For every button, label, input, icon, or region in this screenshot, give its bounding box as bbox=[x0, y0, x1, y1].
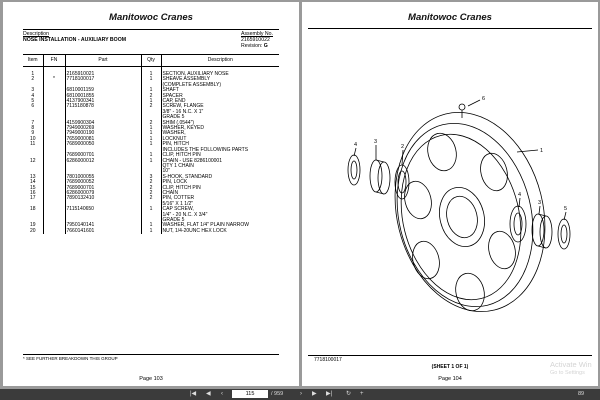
cell-desc: CLIP, HITCH PIN bbox=[162, 184, 201, 191]
revision-label: Revision: bbox=[241, 43, 263, 49]
cell-qty: 1 bbox=[141, 153, 161, 158]
callout-label: 4 bbox=[518, 192, 522, 198]
cell-part: 7689000701 bbox=[65, 186, 141, 191]
bearing-left-back bbox=[378, 162, 390, 194]
prev-page-icon[interactable]: ◀ bbox=[206, 391, 211, 397]
cell-item: 1 bbox=[23, 67, 43, 78]
cell-item: 18 bbox=[23, 207, 43, 223]
cell-desc: SHAFT bbox=[162, 87, 179, 94]
first-page-icon[interactable]: |◀ bbox=[190, 391, 197, 397]
cell-qty: 1 bbox=[141, 137, 161, 142]
sheave-outer-rim bbox=[375, 96, 566, 327]
activation-watermark bbox=[550, 360, 592, 378]
cell-qty: 1 bbox=[141, 223, 161, 228]
cell-item: 13 bbox=[23, 175, 43, 180]
cell-desc: S-HOOK, STANDARD bbox=[162, 173, 213, 180]
cell-item: 17 bbox=[23, 196, 43, 207]
spacer-washer-left bbox=[348, 155, 360, 185]
assembly-header bbox=[23, 29, 279, 55]
callout-label: 5 bbox=[564, 206, 568, 212]
cell-part: 7660141601 bbox=[65, 229, 141, 234]
cell-item: 20 bbox=[23, 229, 43, 234]
brand-title: Manitowoc Cranes bbox=[408, 12, 492, 23]
revision bbox=[241, 43, 268, 49]
cell-part: 6286000012 bbox=[65, 159, 141, 175]
sheave-hub-outer bbox=[433, 183, 490, 252]
page-number-right: Page 104 bbox=[438, 376, 462, 382]
col-item: Item bbox=[23, 54, 43, 67]
bearing-left-edge bbox=[376, 192, 384, 194]
cell-qty: 1 bbox=[141, 77, 161, 88]
sheave-assembly-drawing bbox=[302, 2, 598, 386]
col-description: Description bbox=[161, 54, 279, 67]
cell-part: 6810001159 bbox=[65, 88, 141, 93]
cell-part: 7890132410 bbox=[65, 196, 141, 207]
cell-item: 15 bbox=[23, 186, 43, 191]
cell-desc: SHIM (.0544") bbox=[162, 119, 195, 126]
cell-qty: 2 bbox=[141, 104, 161, 120]
cell-desc: CLIP, HITCH PIN bbox=[162, 152, 201, 159]
cell-desc: CAP, END bbox=[162, 98, 186, 105]
table-frame bbox=[23, 54, 279, 355]
cell-item: 19 bbox=[23, 223, 43, 228]
cell-part: 7689000701 bbox=[65, 153, 141, 158]
cell-desc: CHAIN bbox=[162, 189, 179, 196]
cell-desc: CAP SCREW, 1/4" - 20 N.C. X 3/4" GRADE 5 bbox=[162, 206, 208, 223]
leader-line bbox=[517, 150, 538, 152]
cell-item: 6 bbox=[23, 104, 43, 120]
cell-part: 7115180878 bbox=[65, 104, 141, 120]
spacer-washer-right bbox=[558, 219, 570, 249]
cell-part: 7115140650 bbox=[65, 207, 141, 223]
cell-part: 7949000190 bbox=[65, 131, 141, 136]
watermark-line1: Activate Win bbox=[550, 360, 592, 369]
cell-item: 8 bbox=[23, 126, 43, 131]
cell-qty: 2 bbox=[141, 94, 161, 99]
cell-qty: 1 bbox=[141, 126, 161, 131]
col-part: Part bbox=[65, 54, 141, 67]
cell-part: 7689000050 bbox=[65, 142, 141, 153]
next-page-arrow-icon[interactable]: › bbox=[300, 391, 302, 397]
watermark-line2: Go to Settings bbox=[550, 370, 585, 376]
prev-page-arrow-icon[interactable]: ‹ bbox=[221, 391, 223, 397]
callout-label: 2 bbox=[401, 144, 405, 150]
cell-part: 6286000079 bbox=[65, 191, 141, 196]
cell-item: 5 bbox=[23, 99, 43, 104]
cell-item: 16 bbox=[23, 191, 43, 196]
cell-qty: 3 bbox=[141, 175, 161, 180]
cell-item: 2 bbox=[23, 77, 43, 88]
parts-list-page bbox=[3, 2, 299, 386]
page-total: / 959 bbox=[271, 391, 284, 397]
assembly-label: Assembly No. bbox=[241, 31, 273, 37]
cell-qty: 1 bbox=[141, 207, 161, 223]
revision-value: G bbox=[263, 43, 268, 49]
cell-qty: 1 bbox=[141, 99, 161, 104]
cell-desc: CHAIN - USE 8286100001 QTY 1 CHAIN 10" bbox=[162, 157, 222, 175]
cell-qty: 2 bbox=[141, 196, 161, 207]
cell-item: 11 bbox=[23, 142, 43, 153]
cell-desc: SHEAVE ASSEMBLY (COMPLETE ASSEMBLY) bbox=[162, 76, 222, 88]
cell-qty: 1 bbox=[141, 229, 161, 234]
cell-item: 4 bbox=[23, 94, 43, 99]
cell-part: 2165910021 bbox=[65, 67, 141, 78]
sheave-hole bbox=[452, 270, 488, 314]
cell-part: 7659000081 bbox=[65, 137, 141, 142]
leader-line bbox=[539, 206, 540, 214]
description-value: NOSE INSTALLATION - AUXILIARY BOOM bbox=[23, 37, 127, 43]
cell-part: 7801000055 bbox=[65, 175, 141, 180]
cell-desc: SCREW, FLANGE 3/8" - 16 N.C. X 1" GRADE 5 bbox=[162, 103, 204, 121]
spacer-washer-left-inner bbox=[351, 161, 357, 179]
cell-qty: 2 bbox=[141, 180, 161, 185]
spacer-right bbox=[510, 206, 526, 242]
leader-line bbox=[519, 198, 520, 207]
cell-desc: LOCKNUT bbox=[162, 135, 187, 142]
cell-qty: 1 bbox=[141, 131, 161, 136]
leader-line bbox=[402, 150, 403, 165]
zoom-in-icon[interactable]: + bbox=[360, 391, 364, 397]
sheave-hub-inner bbox=[442, 193, 481, 241]
col-fn: FN bbox=[43, 54, 65, 67]
col-qty: Qty bbox=[141, 54, 161, 67]
grease-fitting bbox=[459, 104, 465, 110]
bearing-right-back bbox=[540, 216, 552, 248]
viewer-toolbar bbox=[0, 389, 600, 400]
zoom-level: 89 bbox=[578, 391, 585, 397]
cell-part: 4159900304 bbox=[65, 121, 141, 126]
cell-item: 12 bbox=[23, 159, 43, 175]
next-page-icon[interactable]: ▶ bbox=[312, 391, 317, 397]
spacer-washer-right-inner bbox=[561, 225, 567, 243]
cell-desc: SPACER bbox=[162, 92, 183, 99]
cell-desc: PIN, LOCK bbox=[162, 179, 188, 186]
cell-qty: 2 bbox=[141, 121, 161, 126]
cell-item: 10 bbox=[23, 137, 43, 142]
cell-qty: 1 bbox=[141, 142, 161, 153]
cell-desc: WASHER, KEYED bbox=[162, 125, 204, 132]
cell-desc: PIN, COTTER 5/16" X 1 1/2" bbox=[162, 195, 195, 207]
footnote: * SEE FURTHER BREAKDOWN THIS GROUP bbox=[23, 356, 118, 361]
page-number-left: Page 103 bbox=[139, 376, 163, 382]
cell-qty: 1 bbox=[141, 159, 161, 175]
assembly-value: 2165910022 bbox=[241, 37, 270, 43]
cell-qty: 2 bbox=[141, 191, 161, 196]
cell-desc: NUT, 1/4-20UNC HEX LOCK bbox=[162, 227, 227, 234]
cell-desc: SECTION, AUXILIARY NOSE bbox=[162, 71, 229, 77]
callout-label: 4 bbox=[354, 142, 358, 148]
cell-fn: * bbox=[43, 77, 65, 88]
drawing-page bbox=[302, 2, 598, 386]
brand-title: Manitowoc Cranes bbox=[109, 12, 193, 23]
cell-desc: PIN, HITCH INCLUDES THE FOLLOWING PARTS bbox=[162, 141, 249, 153]
spacer-left bbox=[395, 165, 409, 199]
cell-item: 14 bbox=[23, 180, 43, 185]
sheet-label: (SHEET 1 OF 1) bbox=[431, 364, 469, 370]
cell-qty: 2 bbox=[141, 186, 161, 191]
bearing-left-edge bbox=[376, 160, 384, 162]
cell-item: 9 bbox=[23, 131, 43, 136]
cell-desc: WASHER, bbox=[162, 130, 186, 137]
description-label: Description bbox=[23, 31, 49, 37]
cell-part: 7950140141 bbox=[65, 223, 141, 228]
cell-item: 7 bbox=[23, 121, 43, 126]
cell-qty: 1 bbox=[141, 88, 161, 93]
callout-label: 1 bbox=[540, 148, 544, 154]
leader-line bbox=[468, 100, 480, 106]
drawing-number: 7718100017 bbox=[314, 357, 342, 363]
sheave-hole bbox=[485, 228, 519, 271]
last-page-icon[interactable]: ▶| bbox=[326, 391, 333, 397]
cell-qty: 1 bbox=[141, 67, 161, 78]
cell-part: 7949000269 bbox=[65, 126, 141, 131]
sheave-hole bbox=[424, 130, 460, 174]
cell-part: 7718100017 bbox=[65, 77, 141, 88]
cell-part: 4137900341 bbox=[65, 99, 141, 104]
bearing-right-edge bbox=[538, 246, 546, 248]
page-number-input[interactable] bbox=[232, 390, 268, 398]
callout-label: 3 bbox=[374, 139, 378, 145]
cell-desc: WASHER, FLAT 1/4" PLAIN NARROW bbox=[162, 222, 249, 229]
rotate-icon[interactable]: ↻ bbox=[346, 391, 352, 397]
callout-label: 6 bbox=[482, 96, 486, 102]
cell-part: 7689000052 bbox=[65, 180, 141, 185]
callout-label: 3 bbox=[538, 200, 542, 206]
cell-part: 6810001855 bbox=[65, 94, 141, 99]
cell-item: 3 bbox=[23, 88, 43, 93]
